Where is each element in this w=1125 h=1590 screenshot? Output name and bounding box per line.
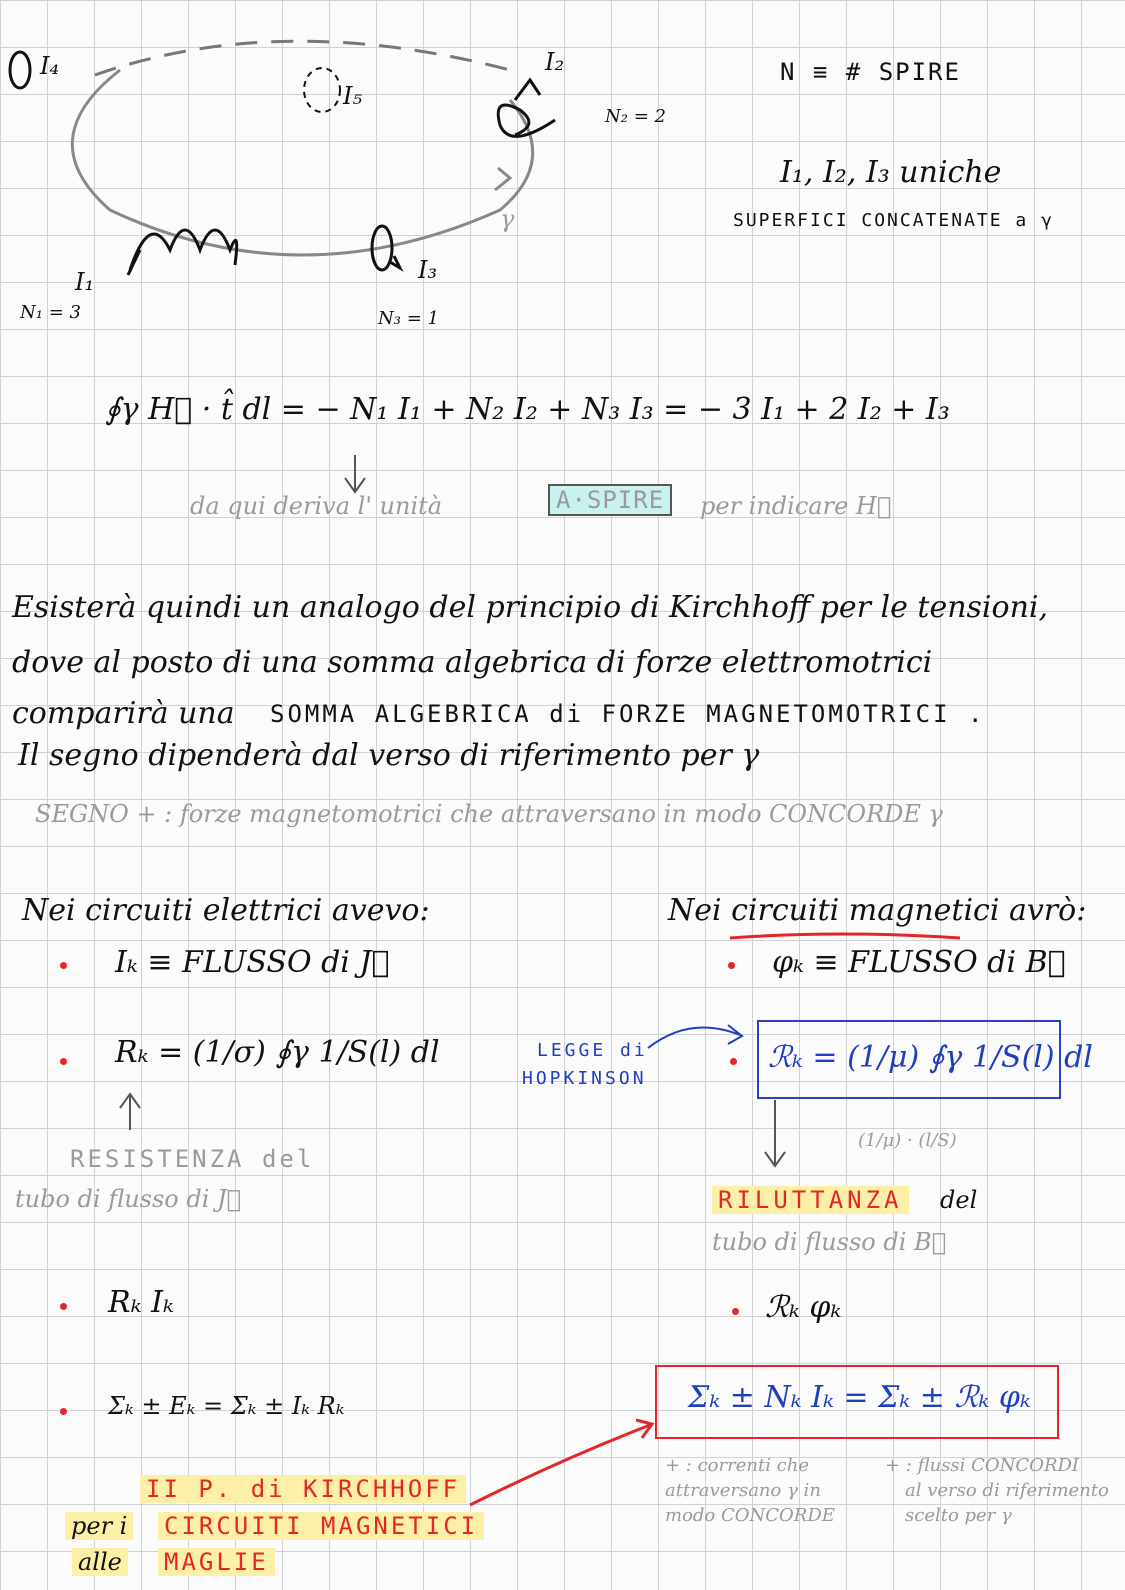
- bullet: [728, 962, 735, 969]
- label-gamma: γ: [500, 205, 515, 233]
- paragraph-line-4: Il segno dipenderà dal verso di riferimento per γ: [18, 738, 760, 773]
- kirchhoff-label-3: [158, 1548, 275, 1576]
- reluctance-formula: ℛₖ = (1/μ) ∮γ 1/S(l) dl: [768, 1040, 1093, 1075]
- bullet: [60, 1058, 67, 1065]
- reluctance-simplified: (1/μ) · (l/S): [858, 1130, 957, 1151]
- right-kirchhoff: Σₖ ± Nₖ Iₖ = Σₖ ± ℛₖ φₖ: [688, 1380, 1031, 1415]
- left-heading: Nei circuiti elettrici avevo:: [22, 893, 430, 928]
- note-fluxes-1: + : flussi CONCORDI: [885, 1455, 1080, 1476]
- kirchhoff-label-1: [140, 1475, 466, 1503]
- paragraph-line-2: dove al posto di una somma algebrica di forze elettromotrici: [12, 645, 933, 680]
- right-product: ℛₖ φₖ: [765, 1290, 842, 1325]
- note-fluxes-2: al verso di riferimento: [905, 1480, 1109, 1501]
- hopkinson-label-2: HOPKINSON: [522, 1068, 647, 1089]
- bullet: [60, 1303, 67, 1310]
- kirchhoff-label-1-text: II P. di KIRCHHOFF: [140, 1475, 466, 1503]
- paragraph-line-3-prefix: comparirà una: [12, 696, 235, 731]
- unit-a-spire: A·SPIRE: [548, 484, 672, 516]
- paragraph-line-3-caps: SOMMA ALGEBRICA di FORZE MAGNETOMOTRICI .: [270, 700, 986, 728]
- note-fluxes-3: scelto per γ: [905, 1505, 1012, 1526]
- right-heading: Nei circuiti magnetici avrò:: [668, 893, 1087, 928]
- unit-note-suffix: per indicare H⃗: [700, 492, 892, 520]
- label-i1: I₁: [75, 268, 95, 296]
- left-flux-definition: Iₖ ≡ FLUSSO di J⃗: [115, 945, 390, 980]
- left-product: Rₖ Iₖ: [108, 1285, 174, 1320]
- reluctance-label: [712, 1186, 909, 1214]
- unit-note-unit: [548, 486, 672, 514]
- label-i4: I₄: [40, 52, 60, 80]
- kirchhoff-label-2-prefix: [65, 1512, 133, 1540]
- kirchhoff-label-3-prefix: [72, 1548, 128, 1576]
- label-i5: I₅: [343, 82, 363, 110]
- label-n2: N₂ = 2: [605, 106, 666, 127]
- kirchhoff-label-2-prefix-text: per i: [65, 1512, 133, 1540]
- resistance-tube: tubo di flusso di J⃗: [15, 1185, 242, 1213]
- kirchhoff-label-2: [158, 1512, 484, 1540]
- bullet: [60, 962, 67, 969]
- n-spire-definition: N ≡ # SPIRE: [780, 58, 961, 86]
- label-i3: I₃: [418, 256, 438, 284]
- reluctance-tube: tubo di flusso di B⃗: [712, 1228, 947, 1256]
- resistance-label: RESISTENZA del: [70, 1145, 315, 1173]
- hopkinson-label-1: LEGGE di: [537, 1040, 648, 1061]
- label-n1: N₁ = 3: [20, 302, 81, 323]
- note-currents-2: attraversano γ in: [665, 1480, 821, 1501]
- note-currents-1: + : correnti che: [665, 1455, 809, 1476]
- paragraph-line-1: Esisterà quindi un analogo del principio di Kirchhoff per le tensioni,: [12, 590, 1049, 625]
- kirchhoff-label-3-prefix-text: alle: [72, 1548, 128, 1576]
- right-flux-definition: φₖ ≡ FLUSSO di B⃗: [772, 945, 1066, 980]
- bullet: [732, 1308, 739, 1315]
- note-currents-3: modo CONCORDE: [665, 1505, 835, 1526]
- unit-note-prefix: da qui deriva l' unità: [190, 492, 443, 520]
- reluctance-del: del: [940, 1186, 978, 1214]
- label-i2: I₂: [545, 48, 565, 76]
- bullet: [730, 1058, 737, 1065]
- kirchhoff-label-2-text: CIRCUITI MAGNETICI: [158, 1512, 484, 1540]
- left-kirchhoff: Σₖ ± Eₖ = Σₖ ± Iₖ Rₖ: [108, 1392, 345, 1420]
- resistance-formula: Rₖ = (1/σ) ∮γ 1/S(l) dl: [115, 1035, 440, 1070]
- reluctance-label-text: RILUTTANZA: [712, 1186, 909, 1214]
- surfaces-line: SUPERFICI CONCATENATE a γ: [733, 210, 1054, 231]
- kirchhoff-label-3-text: MAGLIE: [158, 1548, 275, 1576]
- bullet: [60, 1408, 67, 1415]
- label-n3: N₃ = 1: [378, 308, 439, 329]
- ampere-integral-equation: ∮γ H⃗ · t̂ dl = − N₁ I₁ + N₂ I₂ + N₃ I₃ = − 3 I₁ + 2 I₂ + I₃: [105, 392, 950, 427]
- currents-line: I₁, I₂, I₃ uniche: [780, 155, 1002, 190]
- sign-rule: SEGNO + : forze magnetomotrici che attraversano in modo CONCORDE γ: [35, 800, 943, 828]
